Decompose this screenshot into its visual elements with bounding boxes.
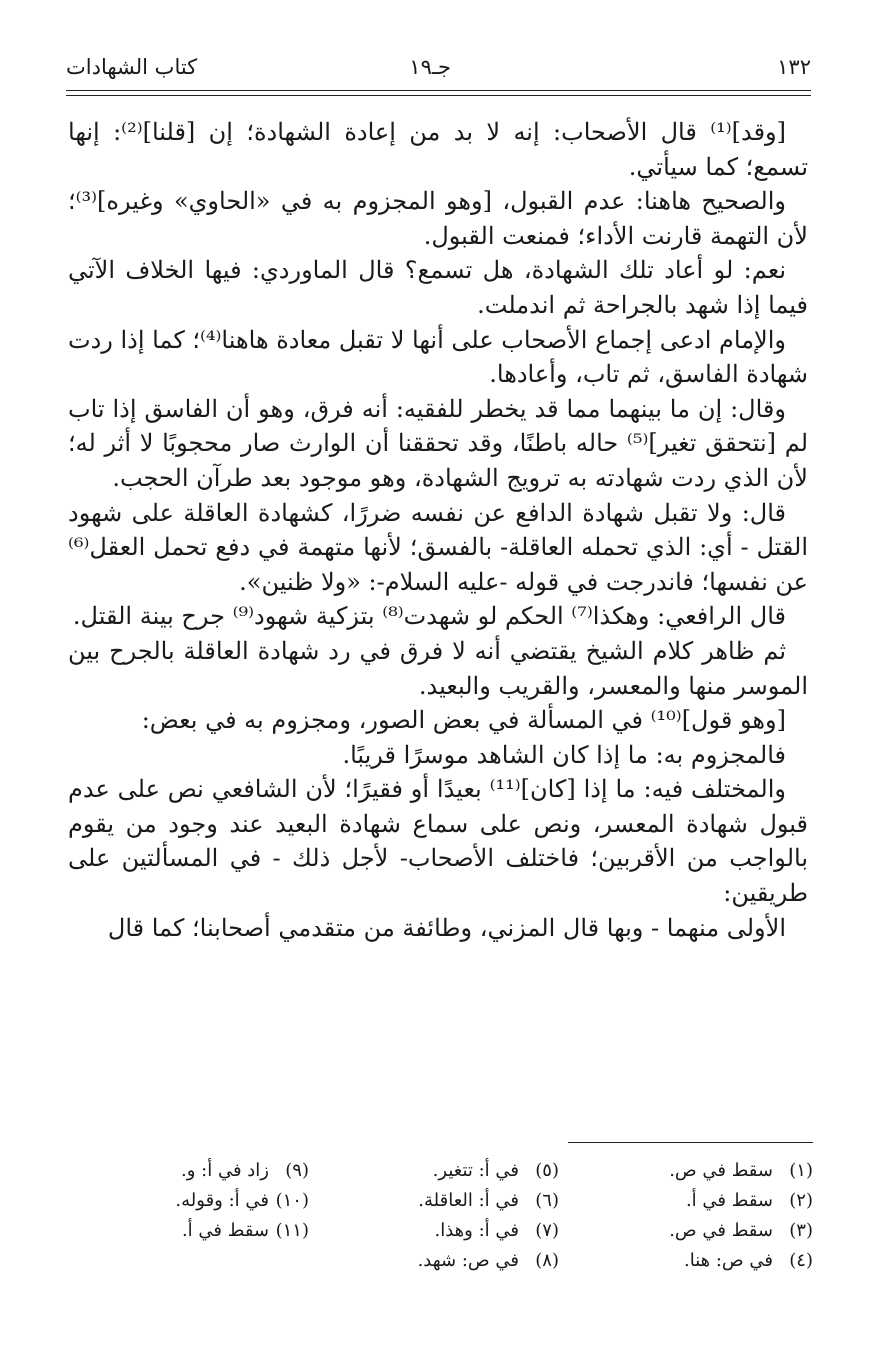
- footnotes: [68, 1156, 813, 1286]
- footnote-item: [69, 1186, 309, 1216]
- paragraph: الأولى منهما - وبها قال المزني، وطائفة من متقدمي أصحابنا؛ كما قال: [107, 913, 786, 942]
- main-text: [68, 115, 808, 945]
- footnote-separator: [568, 1142, 813, 1143]
- footnote-item: [319, 1156, 559, 1186]
- volume-label: جـ١٩: [409, 55, 451, 79]
- footnote-item: [69, 1216, 309, 1246]
- footnote-text: في أ: وقوله.: [175, 1190, 269, 1211]
- footnote-item: [573, 1156, 813, 1186]
- footnote-number: (٤): [789, 1250, 813, 1271]
- footnote-text: في ص: هنا.: [683, 1250, 773, 1271]
- footnote-number: (١٠): [275, 1190, 309, 1211]
- paragraph: والمختلف فيه: ما إذا [كان]⁽¹¹⁾ بعيدًا أو فقيرًا؛ لأن الشافعي نص على عدم قبول شهادة المعسر، ونص على سماع شهادة البعيد عند وجود من يقوم بالواجب من الأقربين؛ فاختلف الأصحاب- لأجل ذلك - في المسألتين على طريقين:: [68, 775, 808, 908]
- footnote-item: [573, 1186, 813, 1216]
- footnote-number: (١١): [275, 1220, 309, 1241]
- paragraph: [وقد]⁽¹⁾ قال الأصحاب: إنه لا بد من إعادة الشهادة؛ إن [قلنا]⁽²⁾: إنها تسمع؛ كما سيأتي.: [68, 118, 808, 181]
- footnote-item: [69, 1156, 309, 1186]
- header-rule-bottom: [66, 95, 811, 96]
- footnote-text: في أ: وهذا.: [434, 1220, 519, 1241]
- footnote-number: (١): [789, 1160, 813, 1181]
- paragraph: وقال: إن ما بينهما مما قد يخطر للفقيه: أنه فرق، وهو أن الفاسق إذا تاب لم [نتحقق تغير]⁽⁵⁾ حاله باطنًا، وقد تحققنا أن الوارث صار محجوبًا لا أثر له؛ لأن الذي ردت شهادته به ترويج الشهادة، وهو موجود بعد طرآن الحجب.: [68, 394, 809, 492]
- footnote-text: سقط في أ.: [685, 1190, 773, 1211]
- footnote-text: زاد في أ: و.: [181, 1160, 269, 1181]
- paragraph: [وهو قول]⁽¹⁰⁾ في المسألة في بعض الصور، ومجزوم به في بعض:: [141, 706, 786, 735]
- paragraph: قال: ولا تقبل شهادة الدافع عن نفسه ضررًا، كشهادة العاقلة على شهود القتل - أي: الذي تحمله العاقلة- بالفسق؛ لأنها متهمة في دفع تحمل العقل⁽⁶⁾ عن نفسها؛ فاندرجت في قوله -عليه السلام-: «ولا ظنين».: [68, 498, 808, 596]
- paragraph: والإمام ادعى إجماع الأصحاب على أنها لا تقبل معادة هاهنا⁽⁴⁾؛ كما إذا ردت شهادة الفاسق، ثم تاب، وأعادها.: [67, 325, 808, 389]
- footnote-item: [573, 1216, 813, 1246]
- paragraph: قال الرافعي: وهكذا⁽⁷⁾ الحكم لو شهدت⁽⁸⁾ بتزكية شهود⁽⁹⁾ جرح بينة القتل.: [72, 602, 786, 631]
- footnote-text: سقط في أ.: [181, 1220, 269, 1241]
- footnote-text: في أ: العاقلة.: [418, 1190, 519, 1211]
- book-title: كتاب الشهادات: [66, 55, 198, 79]
- header-rule-top: [66, 90, 811, 91]
- footnote-item: [319, 1186, 559, 1216]
- footnote-item: [319, 1246, 559, 1276]
- footnote-text: سقط في ص.: [669, 1220, 773, 1241]
- page-header: [66, 48, 811, 88]
- footnote-number: (٢): [789, 1190, 813, 1211]
- footnote-number: (٣): [789, 1220, 813, 1241]
- page-number: ١٣٢: [777, 55, 811, 79]
- footnote-text: سقط في ص.: [669, 1160, 773, 1181]
- footnote-item: [573, 1246, 813, 1276]
- footnote-number: (٨): [535, 1250, 559, 1271]
- paragraph: نعم: لو أعاد تلك الشهادة، هل تسمع؟ قال الماوردي: فيها الخلاف الآتي فيما إذا شهد بالجراحة ثم اندملت.: [68, 256, 808, 319]
- footnote-column: [573, 1156, 813, 1276]
- footnote-number: (٩): [285, 1160, 309, 1181]
- paragraph: فالمجزوم به: ما إذا كان الشاهد موسرًا قريبًا.: [342, 740, 786, 769]
- footnote-number: (٦): [535, 1190, 559, 1211]
- footnote-text: في ص: شهد.: [417, 1250, 519, 1271]
- footnote-column: [319, 1156, 559, 1276]
- footnote-number: (٧): [535, 1220, 559, 1241]
- paragraph: والصحيح هاهنا: عدم القبول، [وهو المجزوم به في «الحاوي» وغيره]⁽³⁾؛ لأن التهمة قارنت الأداء؛ فمنعت القبول.: [68, 187, 808, 250]
- footnote-text: في أ: تتغير.: [432, 1160, 519, 1181]
- footnote-number: (٥): [535, 1160, 559, 1181]
- footnote-item: [319, 1216, 559, 1246]
- footnote-column: [69, 1156, 309, 1246]
- paragraph: ثم ظاهر كلام الشيخ يقتضي أنه لا فرق في رد شهادة العاقلة بالجرح بين الموسر منها والمعسر، والقريب والبعيد.: [68, 636, 808, 700]
